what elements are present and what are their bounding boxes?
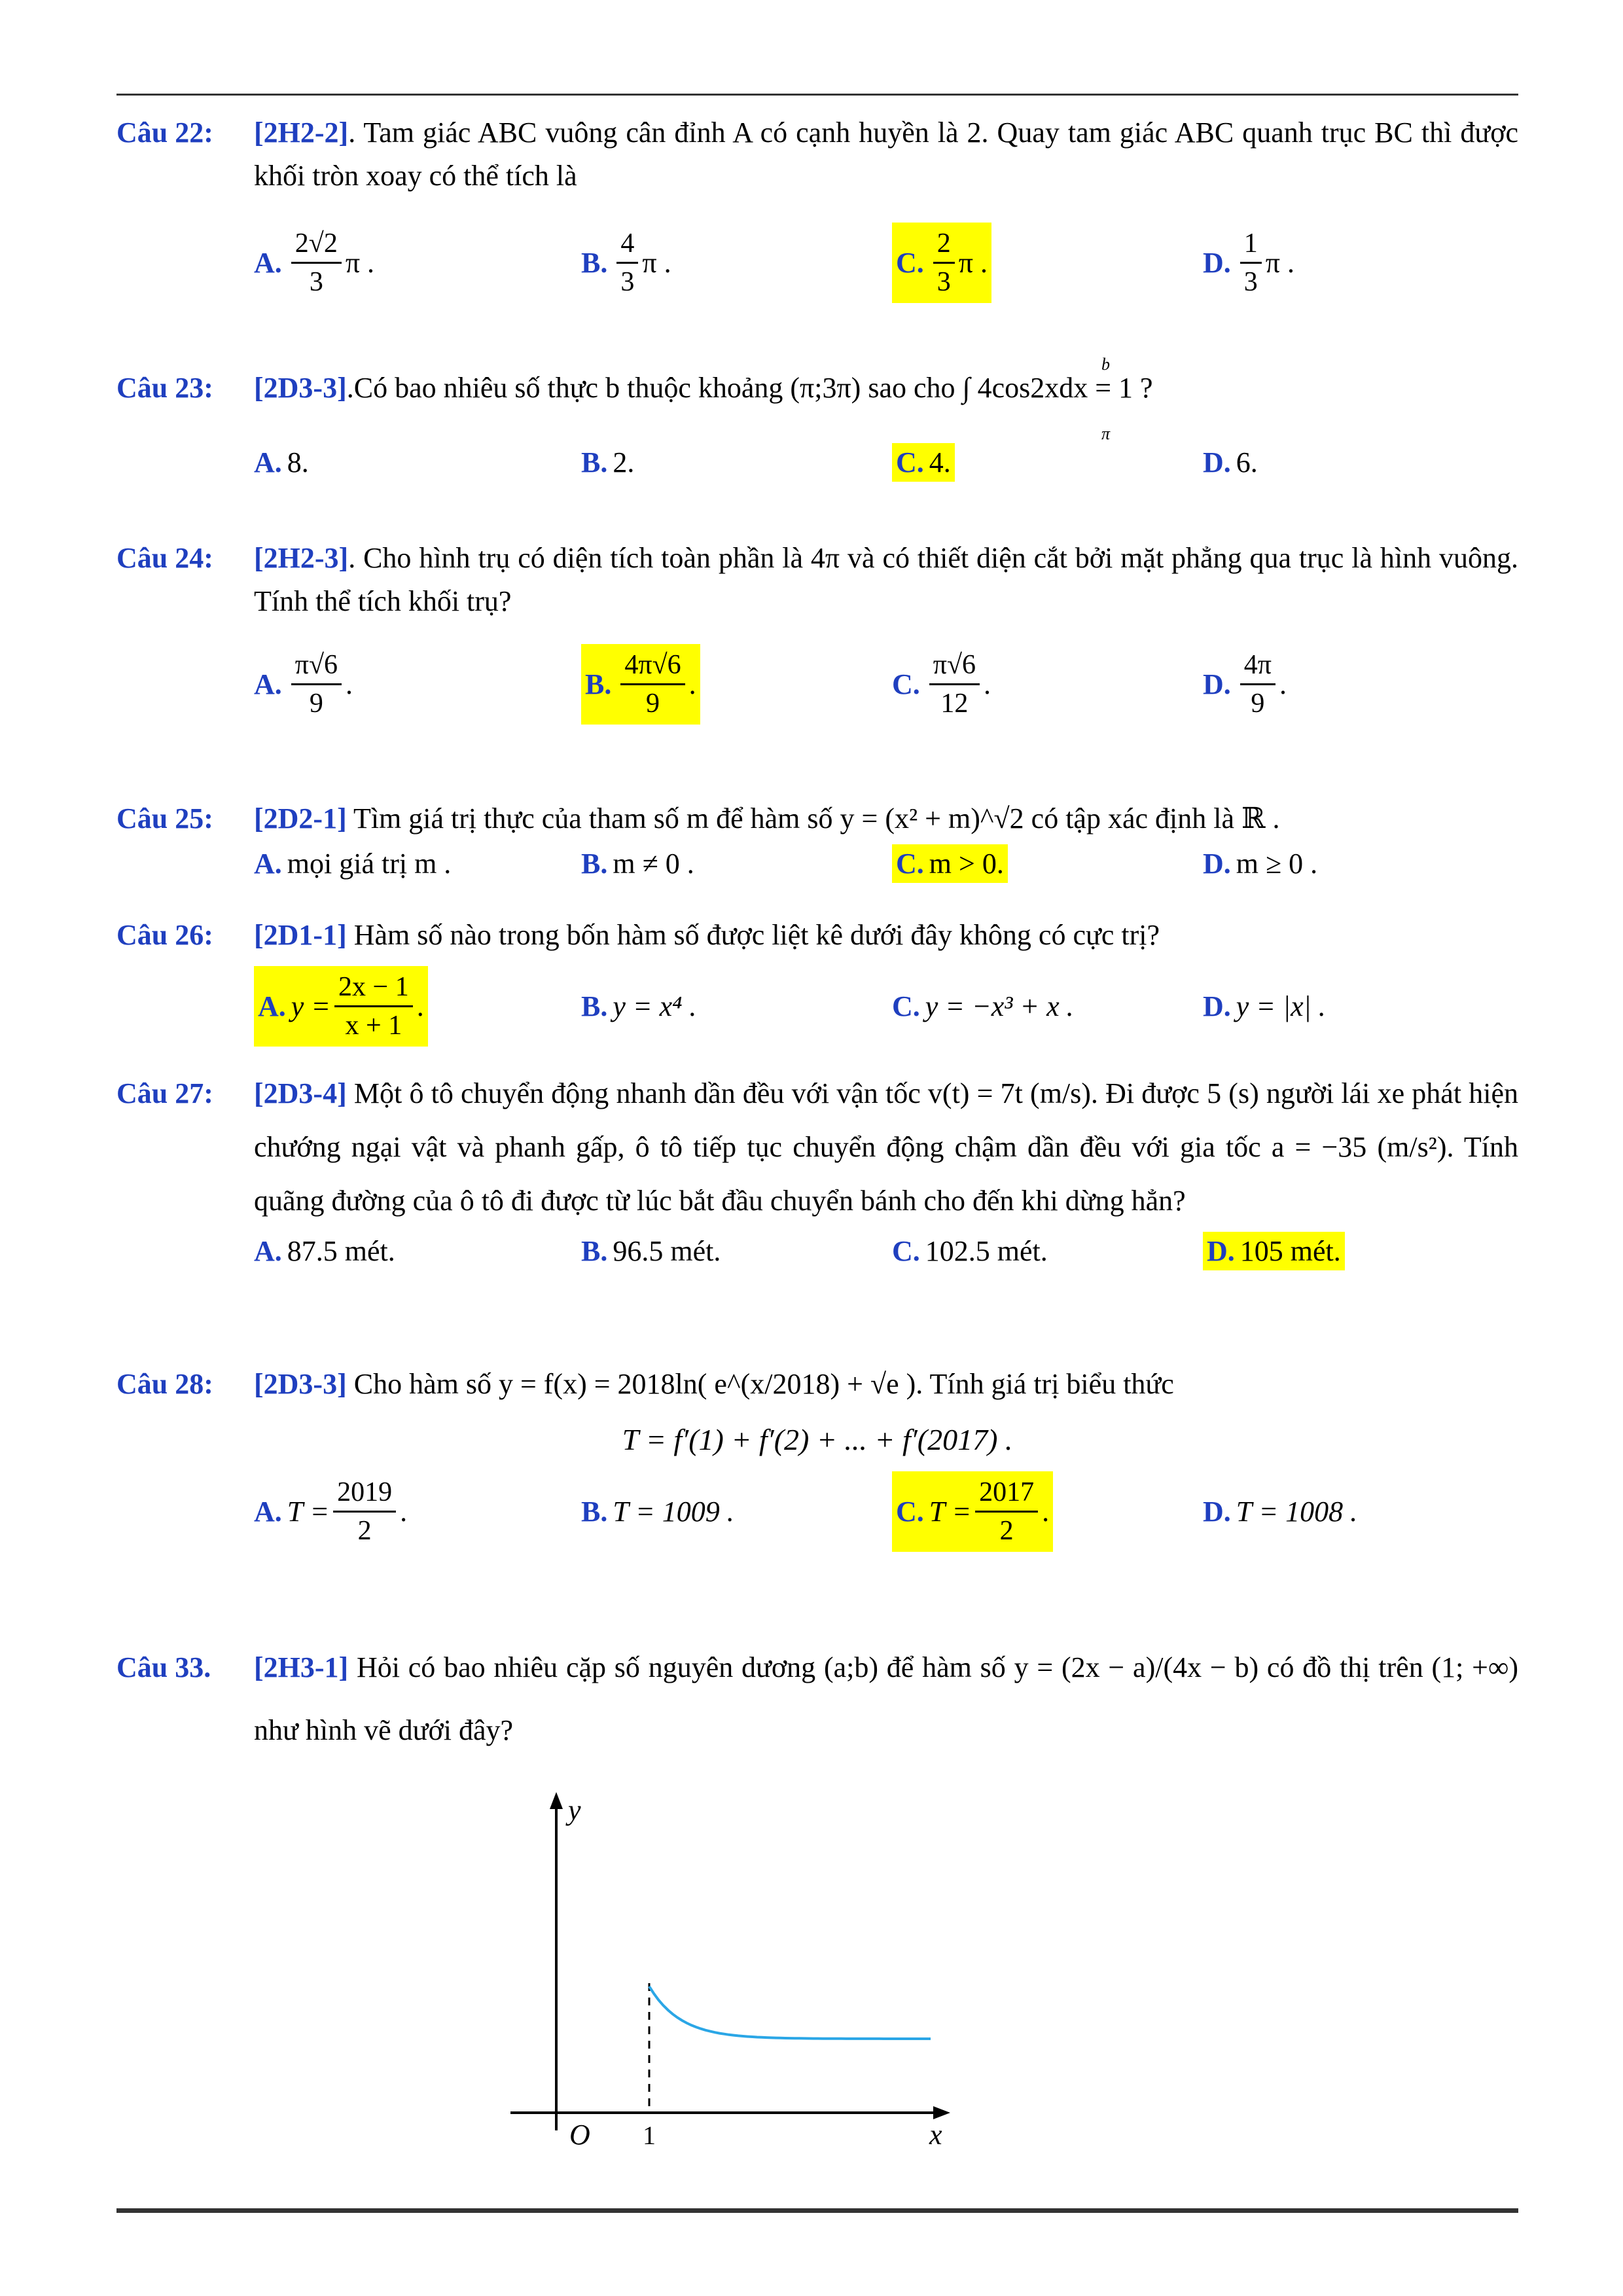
level-tag: [2H3-1] [254, 1651, 349, 1683]
question-24 [116, 537, 1518, 733]
option-label: C. [892, 990, 920, 1022]
option-b[interactable] [581, 436, 634, 488]
option-d[interactable] [1203, 635, 1287, 733]
denominator: 2 [357, 1515, 372, 1546]
question-number: Câu 33. [116, 1651, 211, 1683]
option-prefix: T = [287, 1495, 330, 1528]
function-curve [649, 1986, 931, 2039]
option-label: C. [896, 446, 924, 478]
option-label: D. [1203, 246, 1231, 279]
question-26 [116, 914, 1518, 1055]
x-tick-label: 1 [643, 2121, 656, 2147]
option-a[interactable] [254, 1228, 395, 1274]
fraction [291, 225, 342, 300]
numerator: 2017 [975, 1474, 1038, 1513]
option-label: B. [581, 1495, 608, 1528]
fraction [334, 969, 413, 1044]
numerator: 1 [1240, 225, 1262, 264]
option-label: B. [581, 990, 608, 1022]
question-text [254, 537, 1518, 623]
option-label: B. [581, 1234, 608, 1267]
option-tail: π . [958, 246, 988, 279]
option-value: 87.5 mét. [287, 1234, 395, 1267]
option-a[interactable] [254, 957, 428, 1055]
option-d[interactable] [1203, 957, 1326, 1055]
option-value: y = x⁴ . [613, 990, 697, 1022]
denominator: 3 [936, 266, 951, 297]
option-value: 2. [613, 446, 635, 478]
fraction [929, 647, 980, 722]
bottom-rule [116, 2208, 1518, 2213]
option-label: A. [258, 990, 286, 1022]
option-tail: . [416, 990, 424, 1022]
option-label: C. [896, 1495, 924, 1528]
question-body: Hỏi có bao nhiêu cặp số nguyên dương (a;b) để hàm số y = (2x − a)/(4x − b) có đồ thị trên (1; +∞) như hình vẽ dưới đây? [254, 1651, 1518, 1746]
numerator: 4π√6 [620, 647, 685, 685]
option-value: m > 0. [929, 847, 1004, 880]
option-label: A. [254, 1495, 282, 1528]
integral-upper-limit: b [1101, 355, 1110, 374]
level-tag: [2D3-3] [254, 1368, 347, 1400]
question-text [254, 1067, 1518, 1228]
question-number: Câu 22: [116, 117, 213, 149]
option-label: A. [254, 668, 282, 700]
option-value: 4. [929, 446, 951, 478]
fraction [1240, 647, 1275, 722]
numerator: 2x − 1 [334, 969, 413, 1007]
fraction [333, 1474, 396, 1549]
answer-highlight [254, 966, 428, 1047]
answer-highlight [892, 443, 955, 482]
level-tag: [2D2-1] [254, 802, 347, 834]
option-label: D. [1203, 446, 1231, 478]
fraction [291, 647, 342, 722]
y-axis-label: y [568, 1794, 581, 1826]
option-value: T = 1009 . [613, 1495, 734, 1528]
denominator: 3 [309, 266, 323, 297]
numerator: π√6 [929, 647, 980, 685]
option-label: B. [581, 246, 608, 279]
option-value: T = 1008 . [1236, 1495, 1358, 1528]
question-body: .Có bao nhiêu số thực b thuộc khoảng (π;3π) sao cho ∫ 4cos2xdx = 1 ? [346, 372, 1153, 404]
expression-line: T = f′(1) + f′(2) + ... + f′(2017) . [622, 1423, 1013, 1456]
fraction [620, 647, 685, 722]
answer-highlight [892, 223, 991, 303]
function-graph [497, 1780, 969, 2147]
option-tail: . [984, 668, 991, 700]
option-prefix: T = [929, 1495, 972, 1528]
option-tail: . [1279, 668, 1287, 700]
option-label: A. [254, 446, 282, 478]
option-value: 96.5 mét. [613, 1234, 721, 1267]
level-tag: [2D1-1] [254, 919, 347, 951]
option-b[interactable] [581, 635, 700, 733]
option-b[interactable] [581, 957, 696, 1055]
x-axis-label: x [929, 2119, 942, 2147]
option-a[interactable] [254, 436, 309, 488]
question-22 [116, 111, 1518, 312]
question-text [254, 111, 1518, 198]
denominator: x + 1 [345, 1010, 402, 1041]
option-c[interactable] [892, 1469, 1053, 1554]
question-number: Câu 25: [116, 802, 213, 834]
option-d[interactable] [1203, 1469, 1357, 1554]
answer-highlight [892, 1471, 1053, 1552]
option-prefix: y = [291, 990, 331, 1022]
option-d[interactable] [1203, 840, 1317, 886]
option-value: y = −x³ + x . [925, 990, 1074, 1022]
option-tail: π . [642, 246, 671, 279]
denominator: 9 [1251, 688, 1265, 719]
option-value: 102.5 mét. [925, 1234, 1048, 1267]
origin-label: O [569, 2119, 590, 2147]
question-body: . Cho hình trụ có diện tích toàn phần là 4π và có thiết diện cắt bởi mặt phẳng qua trục là hình vuông. Tính thể tích khối trụ? [254, 542, 1518, 617]
question-text [254, 797, 1518, 840]
integral-lower-limit: π [1101, 424, 1111, 443]
option-tail: π . [345, 246, 375, 279]
question-text [254, 1636, 1518, 1762]
y-axis-arrow [550, 1792, 563, 1809]
option-c[interactable] [892, 436, 955, 488]
fraction [975, 1474, 1038, 1549]
question-28 [116, 1358, 1518, 1554]
option-label: C. [896, 246, 924, 279]
question-body: . Tam giác ABC vuông cân đỉnh A có cạnh huyền là 2. Quay tam giác ABC quanh trục BC thì được khối tròn xoay có thể tích là [254, 117, 1518, 192]
question-27 [116, 1067, 1518, 1274]
numerator: 2 [933, 225, 955, 264]
question-number: Câu 26: [116, 919, 213, 951]
option-c[interactable] [892, 957, 1074, 1055]
option-tail: . [1042, 1495, 1050, 1528]
numerator: 4π [1240, 647, 1275, 685]
question-body: Cho hàm số y = f(x) = 2018ln( e^(x/2018) + √e ). Tính giá trị biểu thức [346, 1368, 1174, 1400]
answer-highlight [581, 644, 700, 725]
numerator: π√6 [291, 647, 342, 685]
denominator: 2 [999, 1515, 1014, 1546]
option-c[interactable] [892, 1228, 1048, 1274]
option-d[interactable] [1203, 1228, 1345, 1274]
top-rule [116, 94, 1518, 96]
numerator: 2019 [333, 1474, 396, 1513]
fraction [933, 225, 955, 300]
option-tail: π . [1265, 246, 1294, 279]
option-label: C. [892, 668, 920, 700]
option-a[interactable] [254, 840, 451, 886]
x-axis-arrow [933, 2106, 950, 2119]
option-c[interactable] [892, 840, 1008, 886]
option-b[interactable] [581, 213, 671, 312]
level-tag: [2D3-4] [254, 1077, 347, 1109]
option-label: C. [892, 1234, 920, 1267]
level-tag: [2H2-3] [254, 542, 349, 574]
question-text [254, 1358, 1518, 1410]
answer-highlight [1203, 1232, 1345, 1270]
fraction [616, 225, 638, 300]
option-label: B. [581, 847, 608, 880]
denominator: 3 [620, 266, 635, 297]
option-value: 105 mét. [1240, 1234, 1341, 1267]
option-c[interactable] [892, 213, 991, 312]
question-body: Hàm số nào trong bốn hàm số được liệt kê dưới đây không có cực trị? [346, 919, 1160, 951]
option-b[interactable] [581, 840, 694, 886]
option-value: y = |x| . [1236, 990, 1326, 1022]
question-number: Câu 28: [116, 1368, 213, 1400]
option-a[interactable] [254, 635, 353, 733]
option-c[interactable] [892, 635, 991, 733]
denominator: 3 [1243, 266, 1258, 297]
question-number: Câu 24: [116, 542, 213, 574]
option-label: A. [254, 246, 282, 279]
level-tag: [2H2-2] [254, 117, 349, 149]
fraction [1240, 225, 1262, 300]
option-d[interactable] [1203, 213, 1294, 312]
option-a[interactable] [254, 1469, 407, 1554]
option-value: m ≥ 0 . [1236, 847, 1318, 880]
question-body: Một ô tô chuyển động nhanh dần đều với vận tốc v(t) = 7t (m/s). Đi được 5 (s) người lái xe phát hiện chướng ngại vật và phanh gấp, ô tô tiếp tục chuyển động chậm dần đều với gia tốc a = −35 (m/s²). Tính quãng đường của ô tô đi được từ lúc bắt đầu chuyển bánh cho đến khi dừng hẳn? [254, 1077, 1518, 1217]
option-label: A. [254, 1234, 282, 1267]
option-label: D. [1203, 847, 1231, 880]
question-25 [116, 797, 1518, 886]
option-a[interactable] [254, 213, 374, 312]
answer-highlight [892, 844, 1008, 883]
question-number: Câu 27: [116, 1077, 213, 1109]
question-body: Tìm giá trị thực của tham số m để hàm số y = (x² + m)^√2 có tập xác định là ℝ . [346, 802, 1280, 834]
numerator: 4 [616, 225, 638, 264]
option-tail: . [688, 668, 696, 700]
option-label: D. [1203, 990, 1231, 1022]
option-value: 6. [1236, 446, 1258, 478]
option-label: A. [254, 847, 282, 880]
denominator: 9 [309, 688, 323, 719]
question-text [254, 914, 1518, 957]
option-value: mọi giá trị m . [287, 847, 452, 880]
option-label: B. [585, 668, 612, 700]
option-b[interactable] [581, 1469, 734, 1554]
numerator: 2√2 [291, 225, 342, 264]
option-value: m ≠ 0 . [613, 847, 694, 880]
option-label: D. [1203, 1495, 1231, 1528]
option-tail: . [346, 668, 353, 700]
question-number: Câu 23: [116, 372, 213, 404]
option-label: D. [1203, 668, 1231, 700]
level-tag: [2D3-3] [254, 372, 347, 404]
option-value: 8. [287, 446, 309, 478]
option-label: B. [581, 446, 608, 478]
question-33 [116, 1636, 1518, 1762]
option-d[interactable] [1203, 436, 1258, 488]
question-23 [116, 355, 1518, 508]
denominator: 9 [645, 688, 660, 719]
option-tail: . [400, 1495, 408, 1528]
option-label: D. [1207, 1234, 1235, 1267]
question-text [254, 367, 1518, 410]
option-b[interactable] [581, 1228, 721, 1274]
denominator: 12 [940, 688, 969, 719]
option-label: C. [896, 847, 924, 880]
